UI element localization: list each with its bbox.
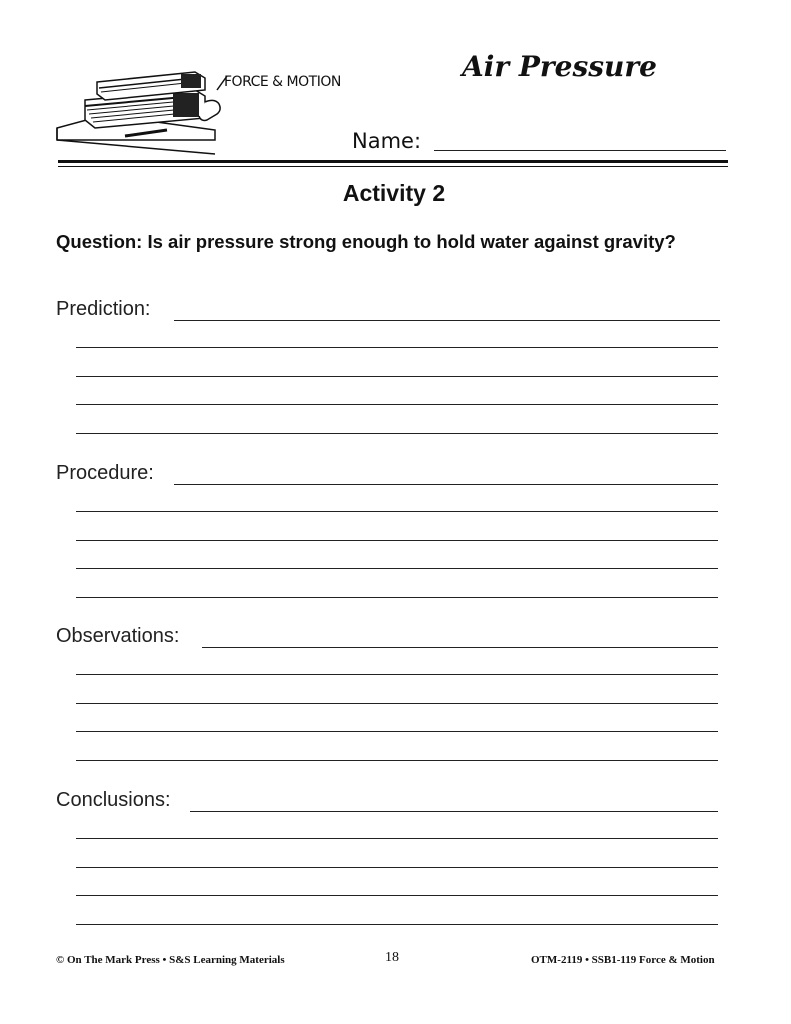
- procedure-answer-line[interactable]: [76, 568, 718, 569]
- question-text: Question: Is air pressure strong enough to hold water against gravity?: [56, 231, 676, 252]
- books-on-table-illustration: [55, 60, 230, 165]
- name-label: Name:: [352, 129, 422, 153]
- footer-product-code: OTM-2119 • SSB1-119 Force & Motion: [531, 954, 715, 966]
- observations-label: Observations:: [56, 625, 180, 647]
- observations-answer-line[interactable]: [76, 760, 718, 761]
- procedure-answer-line[interactable]: [76, 511, 718, 512]
- observations-answer-line[interactable]: [202, 647, 718, 648]
- activity-title: Activity 2: [342, 180, 446, 206]
- prediction-label: Prediction:: [56, 298, 151, 320]
- page-title: Air Pressure: [462, 50, 657, 83]
- footer-publisher: © On The Mark Press • S&S Learning Materials: [56, 954, 285, 966]
- observations-answer-line[interactable]: [76, 731, 718, 732]
- prediction-answer-line[interactable]: [174, 320, 720, 321]
- conclusions-answer-line[interactable]: [76, 867, 718, 868]
- prediction-answer-line[interactable]: [76, 433, 718, 434]
- conclusions-answer-line[interactable]: [76, 838, 718, 839]
- procedure-answer-line[interactable]: [174, 484, 718, 485]
- header-rule-thin: [58, 166, 728, 167]
- procedure-label: Procedure:: [56, 462, 154, 484]
- conclusions-answer-line[interactable]: [190, 811, 718, 812]
- procedure-answer-line[interactable]: [76, 597, 718, 598]
- conclusions-label: Conclusions:: [56, 789, 171, 811]
- topic-label: FORCE & MOTION: [224, 74, 341, 90]
- prediction-answer-line[interactable]: [76, 376, 718, 377]
- page-number: 18: [385, 950, 399, 965]
- conclusions-answer-line[interactable]: [76, 924, 718, 925]
- observations-answer-line[interactable]: [76, 674, 718, 675]
- procedure-answer-line[interactable]: [76, 540, 718, 541]
- prediction-answer-line[interactable]: [76, 404, 718, 405]
- name-field[interactable]: [434, 150, 726, 151]
- prediction-answer-line[interactable]: [76, 347, 718, 348]
- header-rule-thick: [58, 160, 728, 163]
- observations-answer-line[interactable]: [76, 703, 718, 704]
- conclusions-answer-line[interactable]: [76, 895, 718, 896]
